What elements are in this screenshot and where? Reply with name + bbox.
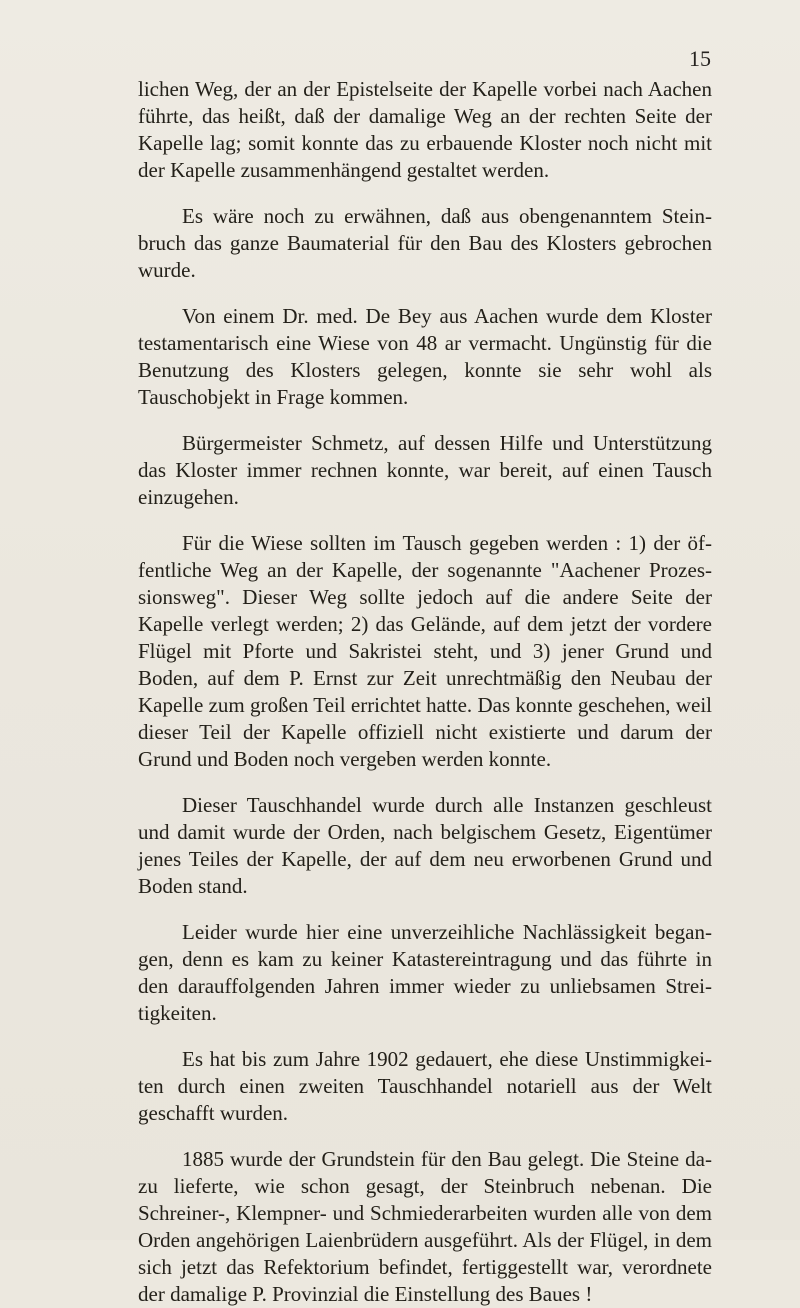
paragraph-meadow-bequest: Von einem Dr. med. De Bey aus Aachen wurde dem Kloster testamentarisch eine Wiese von 48 ar vermacht. Ungünstig für die Benutzung des Klosters gelegen, konnte sie sehr wohl als Tauschobjekt in Frage kommen. [138,304,712,409]
paragraph-exchange-completed: Dieser Tauschhandel wurde durch alle Instanzen geschleust und damit wurde der Orden, nach belgischem Gesetz, Eigentümer jenes Teiles der Kapelle, der auf dem neu erworbenen Grund und Boden stand. [138,793,712,898]
paragraph-foundation-stone: 1885 wurde der Grundstein für den Bau gelegt. Die Steine dazu lieferte, wie schon gesagt, der Steinbruch nebenan. Die Schreiner-, Klempner- und Schmiederarbeiten wurden alle von dem Orden angehörigen Laienbrüdern ausgeführt. Als der Flügel, in dem sich jetzt das Refektorium befindet, fertiggestellt war, verordnete der damalige P. Provinzial die Einstellung des Baues ! [138,1147,712,1306]
paragraph-mayor-schmetz: Bürgermeister Schmetz, auf dessen Hilfe und Unterstützung das Kloster immer rechnen konnte, war bereit, auf einen Tausch einzugehen. [138,431,712,509]
page-number: 15 [689,46,711,71]
paragraph-continuation: lichen Weg, der an der Epistelseite der Kapelle vorbei nach Aachen führte, das heißt, daß der damalige Weg an der rechten Seite der Kapelle lag; somit konnte das zu erbauende Kloster noch nicht mit der Kapelle zusammenhängend gestaltet werden. [138,77,712,182]
paragraph-1902-settlement: Es hat bis zum Jahre 1902 gedauert, ehe diese Unstimmigkeiten durch einen zweiten Tauschhandel notariell aus der Welt geschafft wurden. [138,1047,712,1125]
paragraph-stone-quarry: Es wäre noch zu erwähnen, daß aus obengenanntem Steinbruch das ganze Baumaterial für den Bau des Klosters gebrochen wurde. [138,204,712,282]
body-text [138,76,712,1308]
paragraph-negligence: Leider wurde hier eine unverzeihliche Nachlässigkeit begangen, denn es kam zu keiner Katastereintragung und das führte in den darauffolgenden Jahren immer wieder zu unliebsamen Streitigkeiten. [138,920,712,1025]
paragraph-exchange-terms: Für die Wiese sollten im Tausch gegeben werden : 1) der öffentliche Weg an der Kapelle, der sogenannte "Aachener Prozessionsweg". Dieser Weg sollte jedoch auf die andere Seite der Kapelle verlegt werden; 2) das Gelände, auf dem jetzt der vordere Flügel mit Pforte und Sakristei steht, und 3) jener Grund und Boden, auf dem P. Ernst zur Zeit unrechtmäßig den Neubau der Kapelle zum großen Teil errichtet hatte. Das konnte geschehen, weil dieser Teil der Kapelle offiziell nicht existierte und darum der Grund und Boden noch vergeben werden konnte. [138,531,712,771]
